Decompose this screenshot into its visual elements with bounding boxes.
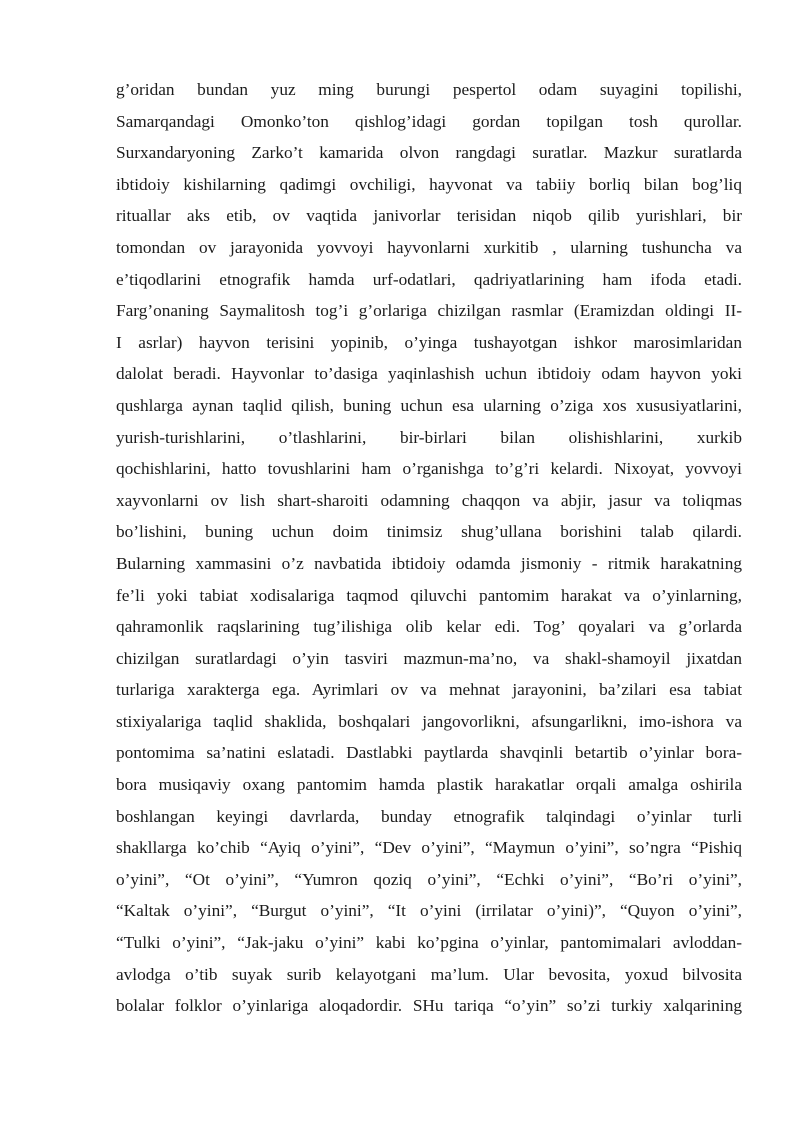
text-line: bora musiqaviy oxang pantomim hamda plastik harakatlar orqali amalga oshirila: [116, 775, 742, 795]
text-line: xayvonlarni ov lish shart-sharoiti odamning chaqqon va abjir, jasur va toliqmas: [116, 490, 742, 510]
text-line: turlariga xarakterga ega. Ayrimlari ov va mehnat jarayonini, ba’zilari esa tabiat: [116, 680, 742, 700]
text-line: avlodga o’tib suyak surib kelayotgani ma’lum. Ular bevosita, yoxud bilvosita: [116, 964, 742, 984]
text-line: bo’lishini, buning uchun doim tinimsiz shug’ullana borishini talab qilardi.: [116, 522, 742, 542]
body-paragraph: [116, 74, 742, 1022]
text-line: boshlangan keyingi davrlarda, bunday etnografik talqindagi o’yinlar turli: [116, 806, 742, 826]
text-line: qahramonlik raqslarining tug’ilishiga olib kelar edi. Tog’ qoyalari va g’orlarda: [116, 617, 742, 637]
text-line: Bularning xammasini o’z navbatida ibtidoiy odamda jismoniy - ritmik harakatning: [116, 553, 742, 573]
text-line: “Tulki o’yini”, “Jak-jaku o’yini” kabi ko’pgina o’yinlar, pantomimalari avloddan-: [116, 933, 742, 953]
text-line: Farg’onaning Saymalitosh tog’i g’orlariga chizilgan rasmlar (Eramizdan oldingi II-: [116, 301, 742, 321]
text-line: tomondan ov jarayonida yovvoyi hayvonlarni xurkitib , ularning tushuncha va: [116, 237, 742, 257]
text-line: shakllarga ko’chib “Ayiq o’yini”, “Dev o’yini”, “Maymun o’yini”, so’ngra “Pishiq: [116, 838, 742, 858]
text-line: fe’li yoki tabiat xodisalariga taqmod qiluvchi pantomim harakat va o’yinlarning,: [116, 585, 742, 605]
text-line: o’yini”, “Ot o’yini”, “Yumron qoziq o’yini”, “Echki o’yini”, “Bo’ri o’yini”,: [116, 869, 742, 889]
text-line: chizilgan suratlardagi o’yin tasviri mazmun-ma’no, va shakl-shamoyil jixatdan: [116, 648, 742, 668]
text-line: ibtidoiy kishilarning qadimgi ovchiligi, hayvonat va tabiiy borliq bilan bog’liq: [116, 174, 742, 194]
text-line: g’oridan bundan yuz ming burungi pespertol odam suyagini topilishi,: [116, 80, 742, 99]
text-line: qushlarga aynan taqlid qilish, buning uchun esa ularning o’ziga xos xususiyatlarini,: [116, 395, 742, 415]
text-line: pontomima sa’natini eslatadi. Dastlabki paytlarda shavqinli betartib o’yinlar bora-: [116, 743, 742, 763]
text-line: “Kaltak o’yini”, “Burgut o’yini”, “It o’yini (irrilatar o’yini)”, “Quyon o’yini”,: [116, 901, 742, 921]
text-line: dalolat beradi. Hayvonlar to’dasiga yaqinlashish uchun ibtidoiy odam hayvon yoki: [116, 364, 742, 384]
text-line: bolalar folklor o’yinlariga aloqadordir. SHu tariqa “o’yin” so’zi turkiy xalqarining: [116, 996, 742, 1016]
text-line: Samarqandagi Omonko’ton qishlog’idagi gordan topilgan tosh qurollar.: [116, 111, 742, 131]
text-line: qochishlarini, hatto tovushlarini ham o’rganishga to’g’ri kelardi. Nixoyat, yovvoyi: [116, 459, 742, 479]
text-line: Surxandaryoning Zarko’t kamarida olvon rangdagi suratlar. Mazkur suratlarda: [116, 143, 742, 163]
text-line: e’tiqodlarini etnografik hamda urf-odatlari, qadriyatlarining ham ifoda etadi.: [116, 269, 742, 289]
text-line: stixiyalariga taqlid shaklida, boshqalari jangovorlikni, afsungarlikni, imo-ishora va: [116, 711, 742, 731]
text-line: yurish-turishlarini, o’tlashlarini, bir-birlari bilan olishishlarini, xurkib: [116, 427, 742, 447]
text-line: rituallar aks etib, ov vaqtida janivorlar terisidan niqob qilib yurishlari, bir: [116, 206, 742, 226]
text-line: I asrlar) hayvon terisini yopinib, o’yinga tushayotgan ishkor marosimlaridan: [116, 332, 742, 352]
